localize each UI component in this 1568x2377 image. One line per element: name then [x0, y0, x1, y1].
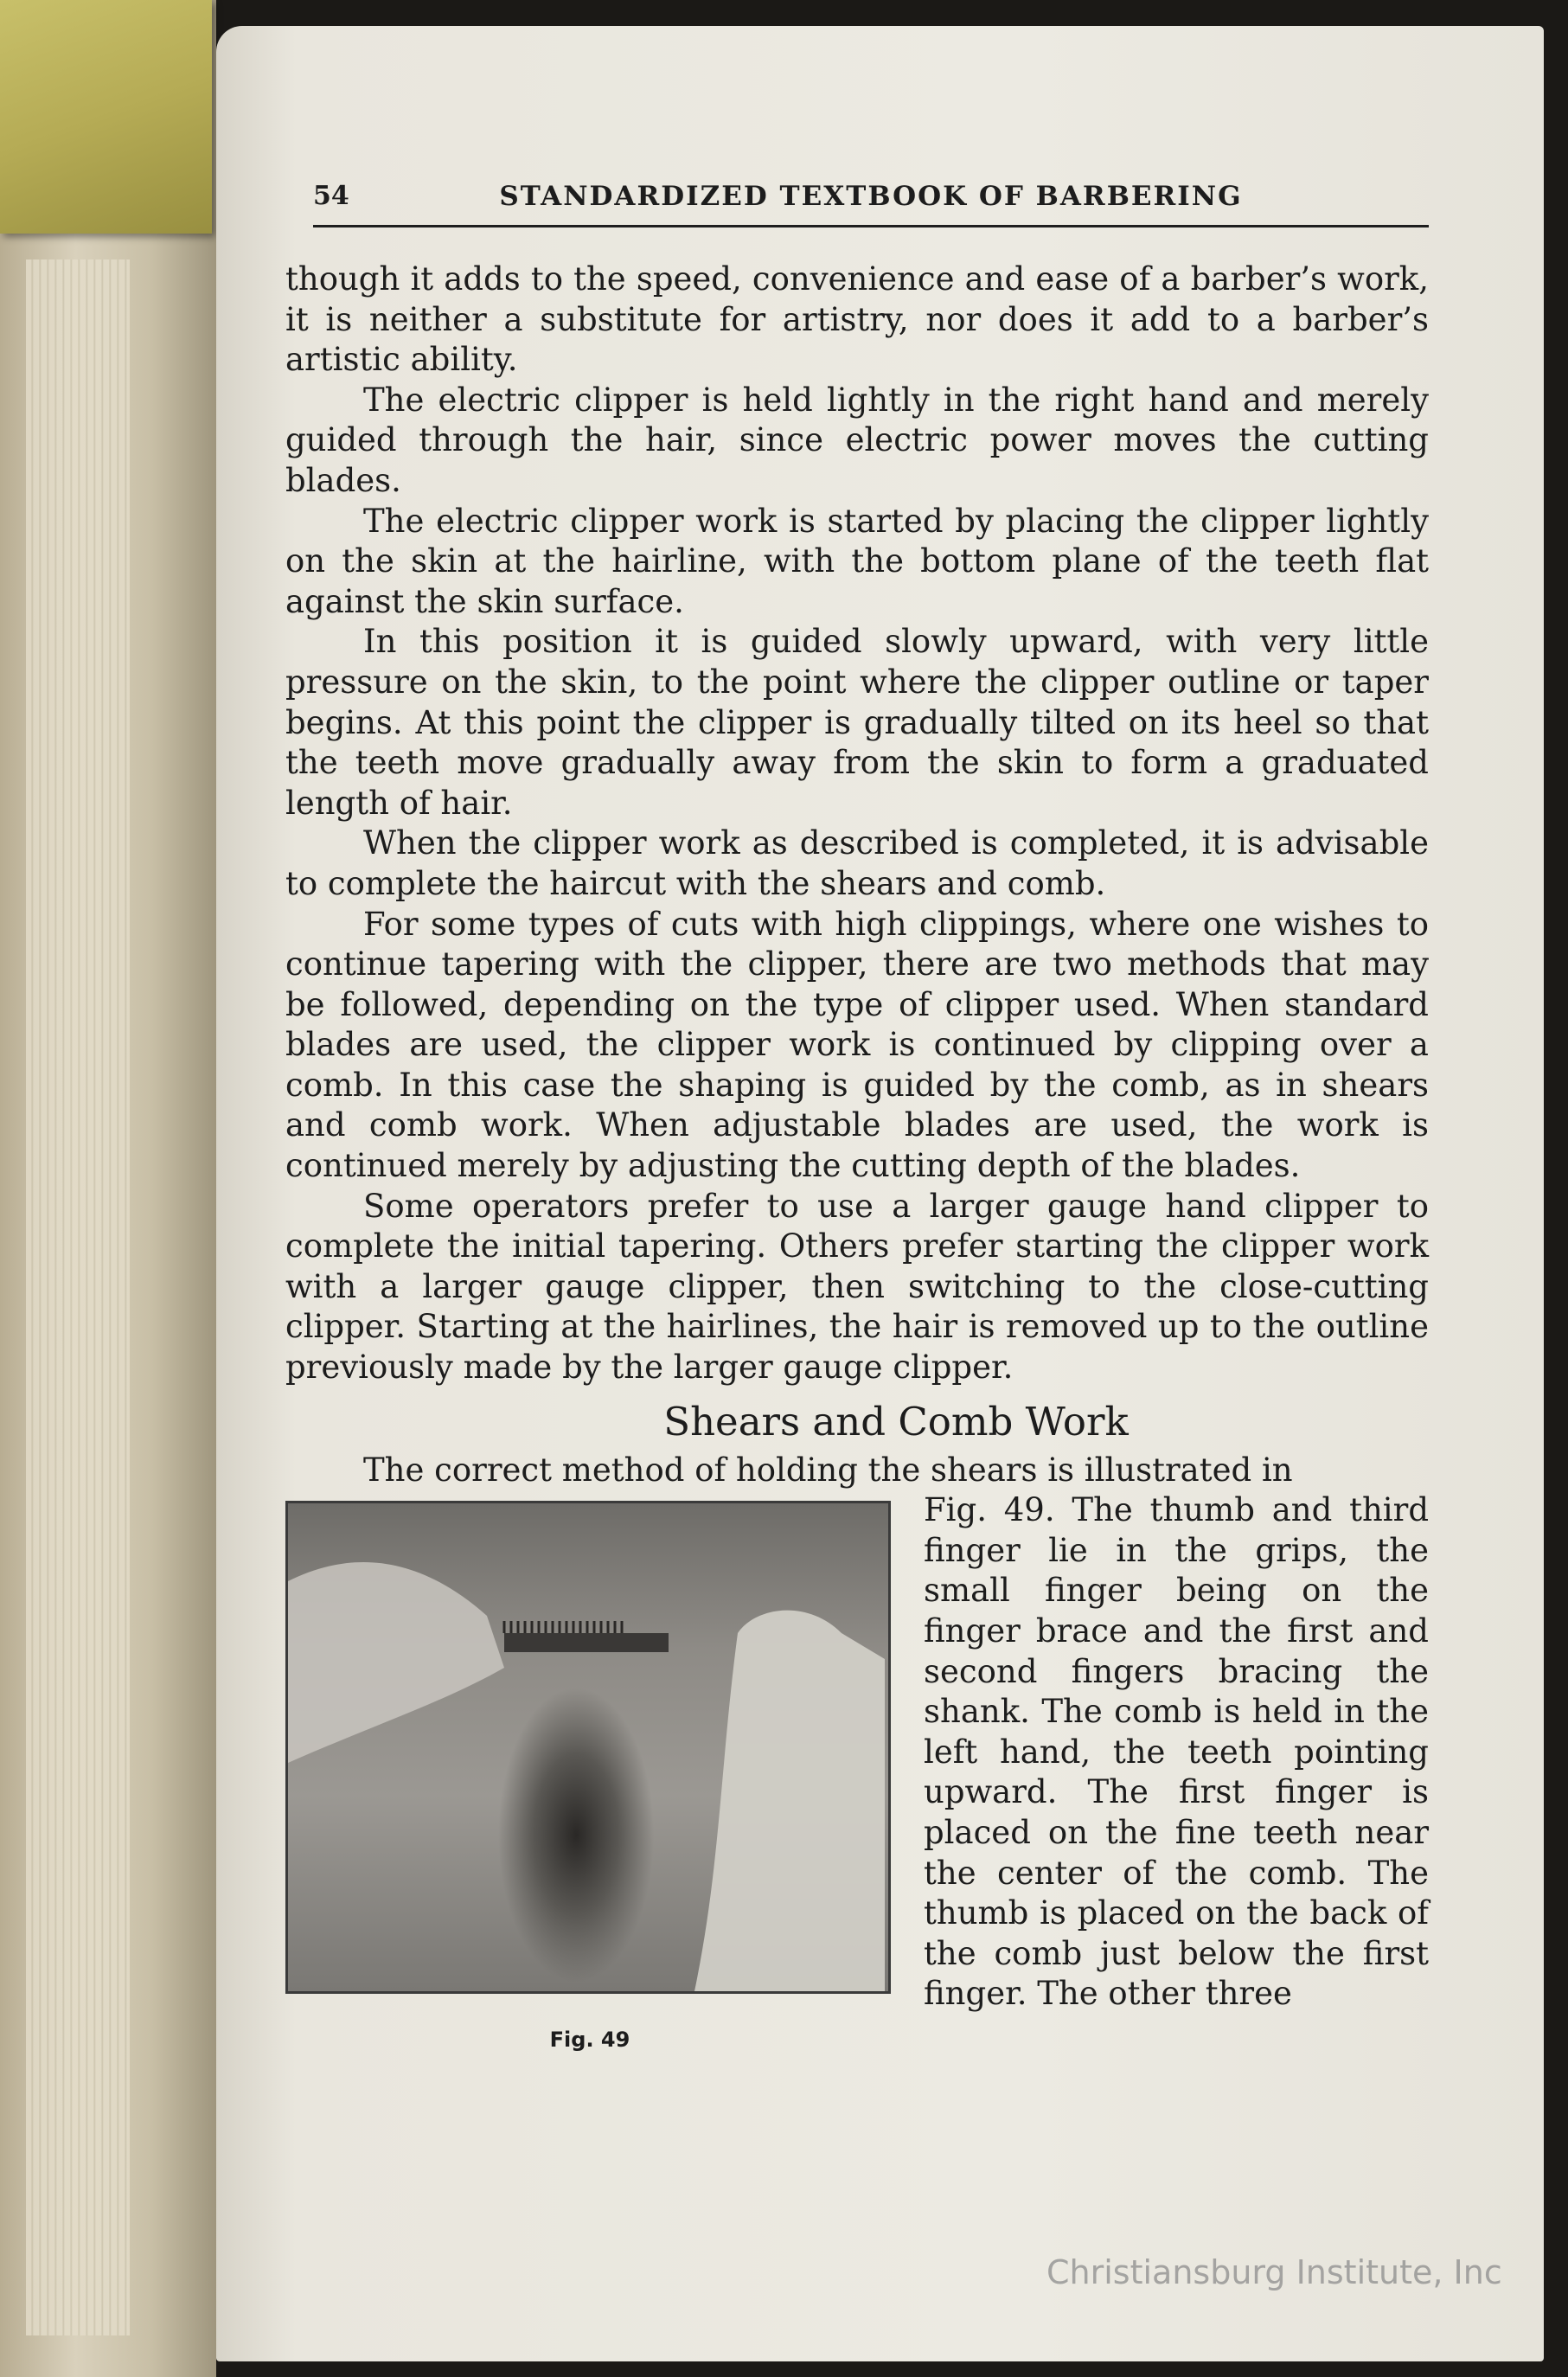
paragraph-7: Some operators prefer to use a larger gauge hand clipper to complete the initial tapering. Others prefer starting the clipper work with a larger gauge clipper, then switching to the close-cutting clipper. Starting at the hairlines, the hair is removed up to the outline previously made by the larger gauge clipper. [285, 1187, 1429, 1387]
page-number: 54 [313, 181, 349, 211]
hands-holding-comb-photo [285, 1501, 891, 1994]
photo-illustration [288, 1503, 888, 1991]
right-hand-shape [694, 1611, 885, 1991]
page-body [285, 259, 1429, 2060]
paragraph-5: When the clipper work as described is completed, it is advisable to complete the haircut with the shears and comb. [285, 824, 1429, 902]
running-title: STANDARDIZED TEXTBOOK OF BARBERING [499, 181, 1243, 212]
left-hand-shape [288, 1562, 504, 1763]
watermark: Christiansburg Institute, Inc [1046, 2253, 1502, 2291]
section-intro: The correct method of holding the shears is illustrated in [363, 1451, 1293, 1489]
running-head [313, 177, 1429, 227]
comb-teeth [504, 1621, 622, 1633]
figure-caption: Fig. 49 [549, 2028, 630, 2053]
section-text: Fig. 49. The thumb and third finger lie in the grips, the small finger being on the finger brace and the first and second fingers bracing the shank. The comb is held in the left hand, the teeth pointing upward. The first finger is placed on the fine teeth near the center of the comb. The thumb is placed on the back of the comb just below the first finger. The other three [924, 1491, 1429, 2013]
paragraph-2: The electric clipper is held lightly in the right hand and merely guided through the hair, since electric power moves the cutting blades. [285, 381, 1429, 499]
paragraph-3: The electric clipper work is started by placing the clipper lightly on the skin at the hairline, with the bottom plane of the teeth flat against the skin surface. [285, 502, 1429, 620]
page-edges [26, 259, 130, 2335]
figure-49 [285, 1501, 894, 2060]
section-heading: Shears and Comb Work [663, 1398, 1129, 1445]
comb-shape [504, 1633, 669, 1652]
paragraph-4: In this position it is guided slowly upward, with very little pressure on the skin, to the point where the clipper outline or taper begins. At this point the clipper is gradually tilted on its heel so that the teeth move gradually away from the skin to form a graduated length of hair. [285, 623, 1429, 822]
paragraph-6: For some types of cuts with high clippings, where one wishes to continue tapering with the clipper, there are two methods that may be followed, depending on the type of clipper used. When standard blades are used, the clipper work is continued by clipping over a comb. In this case the shaping is guided by the comb, as in shears and comb work. When adjustable blades are used, the work is continued merely by adjusting the cutting depth of the blades. [285, 905, 1429, 1185]
yellow-page-tab [0, 0, 212, 234]
paragraph-1: though it adds to the speed, convenience and ease of a barber’s work, it is neither a substitute for artistry, nor does it add to a barber’s artistic ability. [285, 260, 1429, 379]
